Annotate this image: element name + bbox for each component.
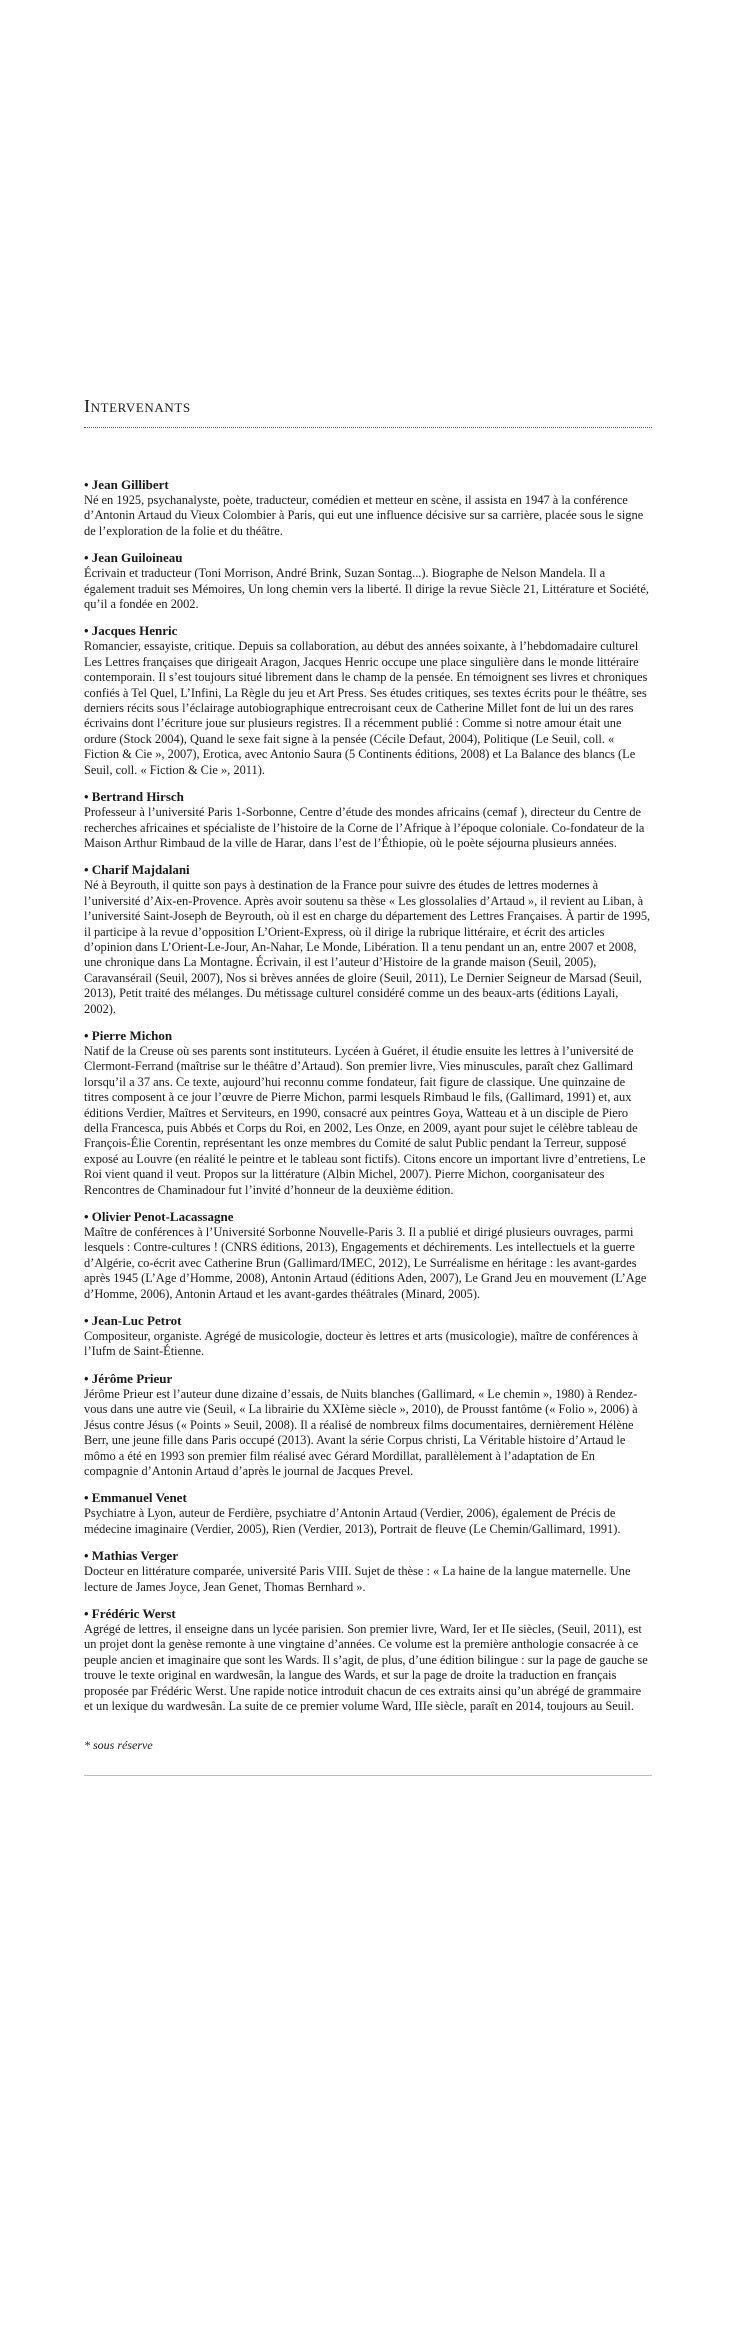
speaker-entry bbox=[84, 1547, 652, 1595]
speaker-name: • Jean-Luc Petrot bbox=[84, 1313, 182, 1329]
speaker-bio: Maître de conférences à l’Université Sorbonne Nouvelle-Paris 3. Il a publié et dirigé plusieurs ouvrages, parmi lesquels : Contre-cultures ! (CNRS éditions, 2013), Engagements et déchirements. Les intellectuels et la guerre d’Algérie, co-écrit avec Catherine Brun (Gallimard/IMEC, 2012), Le Surréalisme en héritage : les avant-gardes après 1945 (L’Age d’Homme, 2008), Antonin Artaud (éditions Aden, 2007), Le Grand Jeu en mouvement (L’Age d’Homme, 2006), Antonin Artaud et les avant-gardes théâtrales (Minard, 2005). bbox=[84, 1225, 647, 1301]
speaker-entry bbox=[84, 1605, 652, 1714]
speaker-entry bbox=[84, 1489, 652, 1537]
speaker-name: • Frédéric Werst bbox=[84, 1605, 176, 1621]
speaker-entry bbox=[84, 1208, 652, 1302]
speaker-name: • Charif Majdalani bbox=[84, 862, 190, 878]
speaker-entry bbox=[84, 861, 652, 1017]
speaker-name: • Jacques Henric bbox=[84, 623, 178, 639]
speaker-name: • Jérôme Prieur bbox=[84, 1370, 173, 1386]
speaker-entry bbox=[84, 622, 652, 778]
speaker-list bbox=[84, 476, 652, 1714]
speaker-bio: Natif de la Creuse où ses parents sont instituteurs. Lycéen à Guéret, il étudie ensuite les lettres à l’université de Clermont-Ferrand (maîtrise sur le théâtre d’Artaud). Son premier livre, Vies minuscules, paraît chez Gallimard lorsqu’il a 37 ans. Ce texte, aujourd’hui reconnu comme fondateur, fait figure de classique. Une quinzaine de titres composent à ce jour l’œuvre de Pierre Michon, parmi lesquels Rimbaud le fils, (Gallimard, 1991) et, aux éditions Verdier, Maîtres et Serviteurs, en 1990, consacré aux peintres Goya, Watteau et à un disciple de Piero della Francesca, puis Abbés et Corps du Roi, en 2002, Les Onze, en 2009, ayant pour sujet le célèbre tableau de François-Élie Corentin, représentant les onze membres du Comité de salut Public pendant la Terreur, supposé exposé au Louvre (en réalité le peintre et le tableau sont fictifs). Citons encore un important livre d’entretiens, Le Roi vient quand il veut. Propos sur la littérature (Albin Michel, 2007). Pierre Michon, coorganisateur des Rencontres de Chaminadour fut l’invité d’honneur de la deuxième édition. bbox=[84, 1043, 646, 1197]
speaker-bio: Psychiatre à Lyon, auteur de Ferdière, psychiatre d’Antonin Artaud (Verdier, 2006), également de Précis de médecine imaginaire (Verdier, 2005), Rien (Verdier, 2013), Portrait de fleuve (Le Chemin/Gallimard, 1991). bbox=[84, 1506, 621, 1536]
speaker-entry bbox=[84, 1370, 652, 1479]
page bbox=[84, 396, 652, 1776]
speaker-entry bbox=[84, 1027, 652, 1198]
speaker-bio: Agrégé de lettres, il enseigne dans un lycée parisien. Son premier livre, Ward, Ier et IIe siècles, (Seuil, 2011), est un projet dont la genèse remonte à une vingtaine d’années. Ce volume est la première anthologie consacrée à ce peuple ancien et imaginaire que sont les Wards. Il s’agit, de plus, d’une édition bilingue : sur la page de gauche se trouve le texte original en wardwesân, la langue des Wards, et sur la page de droite la traduction en français proposée par Frédéric Werst. Une rapide notice introduit chacun de ces extraits ainsi qu’un abrégé de grammaire et un lexique du wardwesân. La suite de ce premier volume Ward, IIIe siècle, paraît en 2014, toujours au Seuil. bbox=[84, 1621, 648, 1713]
title-divider bbox=[84, 427, 652, 428]
speaker-name: • Jean Guiloineau bbox=[84, 550, 183, 566]
speaker-name: • Jean Gillibert bbox=[84, 477, 169, 492]
speaker-name: • Bertrand Hirsch bbox=[84, 789, 184, 805]
speaker-bio: Professeur à l’université Paris 1-Sorbonne, Centre d’étude des mondes africains (cemaf ), directeur du Centre de recherches africaines et spécialiste de l’histoire de la Corne de l’Afrique à l’époque coloniale. Co-fondateur de la Maison Arthur Rimbaud de la ville de Harar, dans l’est de l’Éthiopie, où le poète séjourna plusieurs années. bbox=[84, 805, 645, 850]
speaker-bio: Docteur en littérature comparée, université Paris VIII. Sujet de thèse : « La haine de la langue maternelle. Une lecture de James Joyce, Jean Genet, Thomas Bernhard ». bbox=[84, 1564, 631, 1594]
bottom-divider bbox=[84, 1775, 652, 1776]
speaker-bio: Compositeur, organiste. Agrégé de musicologie, docteur ès lettres et arts (musicologie), maître de conférences à l’Iufm de Saint-Étienne. bbox=[84, 1329, 638, 1359]
speaker-bio: Écrivain et traducteur (Toni Morrison, André Brink, Suzan Sontag...). Biographe de Nelson Mandela. Il a également traduit ses Mémoires, Un long chemin vers la liberté. Il dirige la revue Siècle 21, Littérature et Société, qu’il a fondée en 2002. bbox=[84, 566, 649, 612]
speaker-entry bbox=[84, 788, 652, 851]
speaker-bio: Né à Beyrouth, il quitte son pays à destination de la France pour suivre des études de lettres modernes à l’université d’Aix-en-Provence. Après avoir soutenu sa thèse « Les glossolalies d’Artaud », il revient au Liban, à l’université Saint-Joseph de Beyrouth, où il est en charge du département des Lettres Françaises. À partir de 1995, il participe à la revue d’opposition L’Orient-Express, où il dirige la rubrique littéraire, et écrit des articles d’opinion dans L’Orient-Le-Jour, An-Nahar, Le Monde, Libération. Il a tenu pendant un an, entre 2007 et 2008, une chronique dans La Montagne. Écrivain, il est l’auteur d’Histoire de la grande maison (Seuil, 2005), Caravansérail (Seuil, 2007), Nos si brèves années de gloire (Seuil, 2011), Le Dernier Seigneur de Marsad (Seuil, 2013), Petit traité des mélanges. Du métissage culturel considéré comme un des beaux-arts (éditions Layali, 2002). bbox=[84, 878, 651, 1016]
speaker-bio: Né en 1925, psychanalyste, poète, traducteur, comédien et metteur en scène, il assista en 1947 à la conférence d’Antonin Artaud du Vieux Colombier à Paris, qui eut une influence décisive sur sa carrière, placée sous le signe de l’exploration de la folie et du théâtre. bbox=[84, 493, 644, 538]
speaker-bio: Jérôme Prieur est l’auteur dune dizaine d’essais, de Nuits blanches (Gallimard, « Le chemin », 1980) à Rendez-vous dans une autre vie (Seuil, « La librairie du XXIème siècle », 2010), de Prousst fantôme (« Folio », 2006) à Jésus contre Jésus (« Points » Seuil, 2008). Il a réalisé de nombreux films documentaires, dernièrement Hélène Berr, une jeune fille dans Paris occupé (2013). Avant la série Corpus christi, La Véritable histoire d’Artaud le mômo a été en 1993 son premier film réalisé avec Gérard Mordillat, parallèlement à l’adaptation de En compagnie d’Antonin Artaud d’après le journal de Jacques Prevel. bbox=[84, 1386, 638, 1478]
speaker-name: • Emmanuel Venet bbox=[84, 1490, 187, 1506]
speaker-name: • Olivier Penot-Lacassagne bbox=[84, 1209, 234, 1225]
page-title: Intervenants bbox=[84, 396, 191, 416]
speaker-name: • Mathias Verger bbox=[84, 1548, 179, 1564]
speaker-entry bbox=[84, 476, 652, 539]
speaker-entry bbox=[84, 1312, 652, 1360]
speaker-name: • Pierre Michon bbox=[84, 1027, 173, 1043]
speaker-bio: Romancier, essayiste, critique. Depuis sa collaboration, au début des années soixante, à l’hebdomadaire culturel Les Lettres françaises que dirigeait Aragon, Jacques Henric occupe une place singulière dans le monde littéraire contemporain. Il s’est toujours situé librement dans le champ de la pensée. En témoignent ses livres et chroniques confiés à Tel Quel, L’Infini, La Règle du jeu et Art Press. Ses études critiques, ses textes écrits pour le théâtre, ses derniers récits sous l’éclairage autobiographique entrecroisant ceux de Catherine Millet font de lui un des rares écrivains dont l’écriture joue sur plusieurs registres. Il a récemment publié : Comme si notre amour était une ordure (Stock 2004), Quand le sexe fait signe à la pensée (Cécile Defaut, 2004), Politique (Le Seuil, coll. « Fiction & Cie », 2007), Erotica, avec Antonio Saura (5 Continents éditions, 2008) et La Balance des blancs (Le Seuil, coll. « Fiction & Cie », 2011). bbox=[84, 639, 648, 777]
footnote: * sous réserve bbox=[84, 1738, 153, 1753]
speaker-entry bbox=[84, 549, 652, 612]
